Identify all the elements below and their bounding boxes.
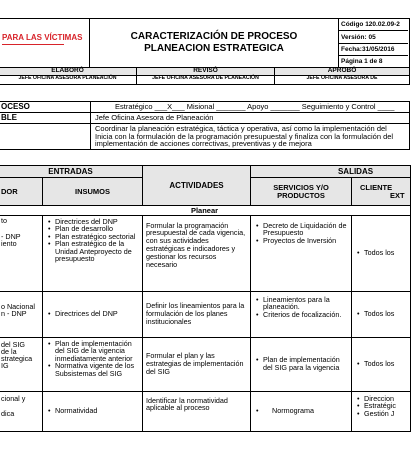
servicios-header-line-2: PRODUCTOS bbox=[277, 190, 325, 200]
actividades-header: ACTIVIDADES bbox=[143, 166, 251, 206]
aprobo-label: APROBÓ bbox=[275, 68, 410, 76]
list-item: • Lineamientos para la planeación. bbox=[256, 296, 349, 311]
page-subtitle: PLANEACION ESTRATEGICA bbox=[144, 43, 284, 54]
actividad-cell: Definir los lineamientos para la formulación de los planes institucionales bbox=[143, 291, 251, 337]
objective-line-1: Coordinar la planeación estratégica, táctica y operativa, así como la implementación del bbox=[95, 124, 387, 133]
meta-line-2 bbox=[338, 43, 408, 44]
cliente-header-line-1: CLIENTE bbox=[360, 183, 393, 192]
proveedor-line: cional y bbox=[1, 393, 26, 403]
list-item: • Directrices del DNP bbox=[48, 310, 142, 318]
proveedor-line: n - DNP bbox=[1, 308, 27, 318]
list-item: • Decreto de Liquidación de Presupuesto bbox=[256, 222, 349, 237]
doc-date: Fecha:31/05/2016 bbox=[341, 46, 395, 53]
proveedor-header: DOR bbox=[0, 178, 43, 206]
list-item: • Normativa vigente de los Subsistemas del SIG bbox=[48, 362, 140, 377]
insumos-header: INSUMOS bbox=[43, 178, 143, 206]
list-item: • Proyectos de Inversión bbox=[256, 237, 349, 245]
list-item: • Normograma bbox=[256, 407, 351, 415]
insumos-cell bbox=[43, 291, 143, 337]
servicios-cell bbox=[251, 215, 352, 291]
objective-line-2: Inicia con la formulación de la programación presupuestal y finaliza con la formulación del bbox=[95, 131, 394, 141]
list-item: • Plan de desarrollo bbox=[48, 225, 140, 233]
servicios-cell bbox=[251, 391, 352, 431]
table-row bbox=[0, 215, 411, 291]
list-item: • Gestión J bbox=[357, 410, 410, 418]
proveedor-cell bbox=[0, 391, 43, 431]
responsable-value: Jefe Oficina Asesora de Planeación bbox=[91, 113, 410, 124]
doc-version: Versión: 05 bbox=[341, 34, 376, 41]
servicios-cell bbox=[251, 337, 352, 391]
elaboro-label: ELABORÓ bbox=[0, 68, 137, 76]
objective-line-3: implementación de acciones correctivas, preventivas y de mejora bbox=[95, 139, 312, 148]
header-divider-left bbox=[89, 18, 90, 68]
process-info-table bbox=[0, 101, 410, 150]
list-item: • Direccion bbox=[357, 395, 410, 403]
actividad-cell: Formular la programación presupuestal de cada vigencia, con sus actividades estratégicas e indicadores y gestionar los recursos necesario bbox=[143, 215, 251, 291]
list-item: • Normatividad bbox=[48, 407, 142, 415]
servicios-header bbox=[251, 178, 352, 206]
proveedor-line: to bbox=[1, 215, 7, 225]
proveedor-line: o Nacional bbox=[1, 301, 35, 311]
insumos-cell bbox=[43, 391, 143, 431]
meta-line-3 bbox=[338, 55, 408, 56]
list-item: • Todos los bbox=[357, 360, 410, 368]
list-item: • Plan de implementación del SIG para la vigencia bbox=[256, 356, 349, 371]
proceso-label: OCESO bbox=[0, 102, 91, 113]
servicios-header-line-1: SERVICIOS Y/O bbox=[273, 183, 329, 192]
cliente-header-line-2: EXT bbox=[390, 190, 405, 200]
proveedor-cell bbox=[0, 337, 43, 391]
aprobo-value: JEFE OFICINA ASESORA DE bbox=[275, 76, 410, 85]
table-row bbox=[0, 391, 411, 431]
phase-planear: Planear bbox=[0, 206, 411, 216]
proveedor-line: del SIG bbox=[1, 339, 25, 349]
characterization-table bbox=[0, 165, 411, 432]
list-item: • Todos los bbox=[357, 249, 410, 257]
proveedor-line: - DNP bbox=[1, 231, 21, 241]
cliente-cell bbox=[352, 391, 411, 431]
objective-label-cell bbox=[0, 124, 91, 150]
actividad-cell: Identificar la normatividad aplicable al proceso bbox=[143, 391, 251, 431]
meta-line-1 bbox=[338, 30, 408, 31]
objective-cell bbox=[91, 124, 410, 150]
list-item: • Plan estratégico de la Unidad Anteproyecto de presupuesto bbox=[48, 240, 140, 263]
doc-page: Página 1 de 8 bbox=[341, 58, 383, 65]
cliente-header bbox=[352, 178, 411, 206]
logo-underline bbox=[2, 44, 64, 45]
proveedor-cell bbox=[0, 291, 43, 337]
elaboro-value: JEFE OFICINA ASESORA PLANEACIÓN bbox=[0, 76, 137, 85]
entradas-header: ENTRADAS bbox=[0, 166, 143, 178]
reviso-value: JEFE OFICINA ASESORA DE PLANEACIÓN bbox=[137, 76, 275, 85]
list-item: • Criterios de focalización. bbox=[256, 311, 349, 319]
proveedor-line: iento bbox=[1, 238, 17, 248]
servicios-cell bbox=[251, 291, 352, 337]
proveedor-line: dica bbox=[1, 408, 15, 418]
process-type-line: Estratégico ___X___ Misional _______ Apoyo _______ Seguimiento y Control ____ bbox=[91, 102, 410, 113]
responsable-label: BLE bbox=[0, 113, 91, 124]
page-title: CARACTERIZACIÓN DE PROCESO bbox=[130, 31, 298, 42]
logo-text: PARA LAS VÍCTIMAS bbox=[2, 33, 83, 42]
proveedor-cell bbox=[0, 215, 43, 291]
list-item: • Plan estratégico sectorial bbox=[48, 233, 140, 241]
proveedor-line: de la bbox=[1, 346, 17, 356]
list-item: • Plan de implementación del SIG de la vigencia inmediatamente anterior bbox=[48, 340, 140, 363]
doc-code: Código 120.02.09-2 bbox=[341, 21, 400, 28]
cliente-cell bbox=[352, 291, 411, 337]
insumos-cell bbox=[43, 337, 143, 391]
list-item: • Directrices del DNP bbox=[48, 218, 140, 226]
actividad-cell: Formular el plan y las estrategias de implementación del SIG bbox=[143, 337, 251, 391]
table-row bbox=[0, 291, 411, 337]
proveedor-line: strategica bbox=[1, 353, 33, 363]
salidas-header: SALIDAS bbox=[251, 166, 411, 178]
proveedor-line: IG bbox=[1, 361, 9, 371]
list-item: • Estratégic bbox=[357, 402, 410, 410]
approvals-table bbox=[0, 67, 410, 85]
reviso-label: REVISÓ bbox=[137, 68, 275, 76]
cliente-cell bbox=[352, 215, 411, 291]
insumos-cell bbox=[43, 215, 143, 291]
list-item: • Todos los bbox=[357, 310, 410, 318]
table-row bbox=[0, 337, 411, 391]
cliente-cell bbox=[352, 337, 411, 391]
